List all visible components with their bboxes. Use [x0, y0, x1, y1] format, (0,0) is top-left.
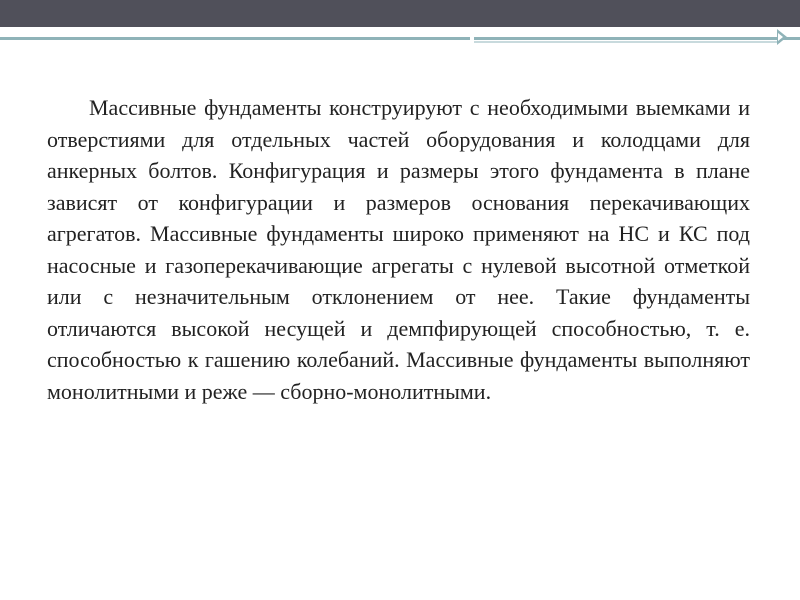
accent-line-right: [474, 37, 800, 40]
slide-body-paragraph: Массивные фундаменты конструируют с необходимыми выемками и отверстиями для отдельных частей оборудования и колодцами для анкерных болтов. Конфигурация и размеры этого фундамента в плане зависят от конфигурации и размеров основания перекачивающих агрегатов. Массивные фундаменты широко применяют на НС и КС под насосные и газоперекачивающие агрегаты с нулевой высотной отметкой или с незначительным отклонением от нее. Такие фундаменты отличаются высокой несущей и демпфирующей способностью, т. е. способностью к гашению колебаний. Массивные фундаменты выполняют монолитными и реже — сборно-монолитными.: [47, 95, 750, 404]
accent-line: [0, 37, 470, 40]
arrow-marker-inner-icon: [778, 33, 783, 41]
header-band: [0, 0, 800, 27]
accent-line-right-shadow: [474, 41, 780, 43]
